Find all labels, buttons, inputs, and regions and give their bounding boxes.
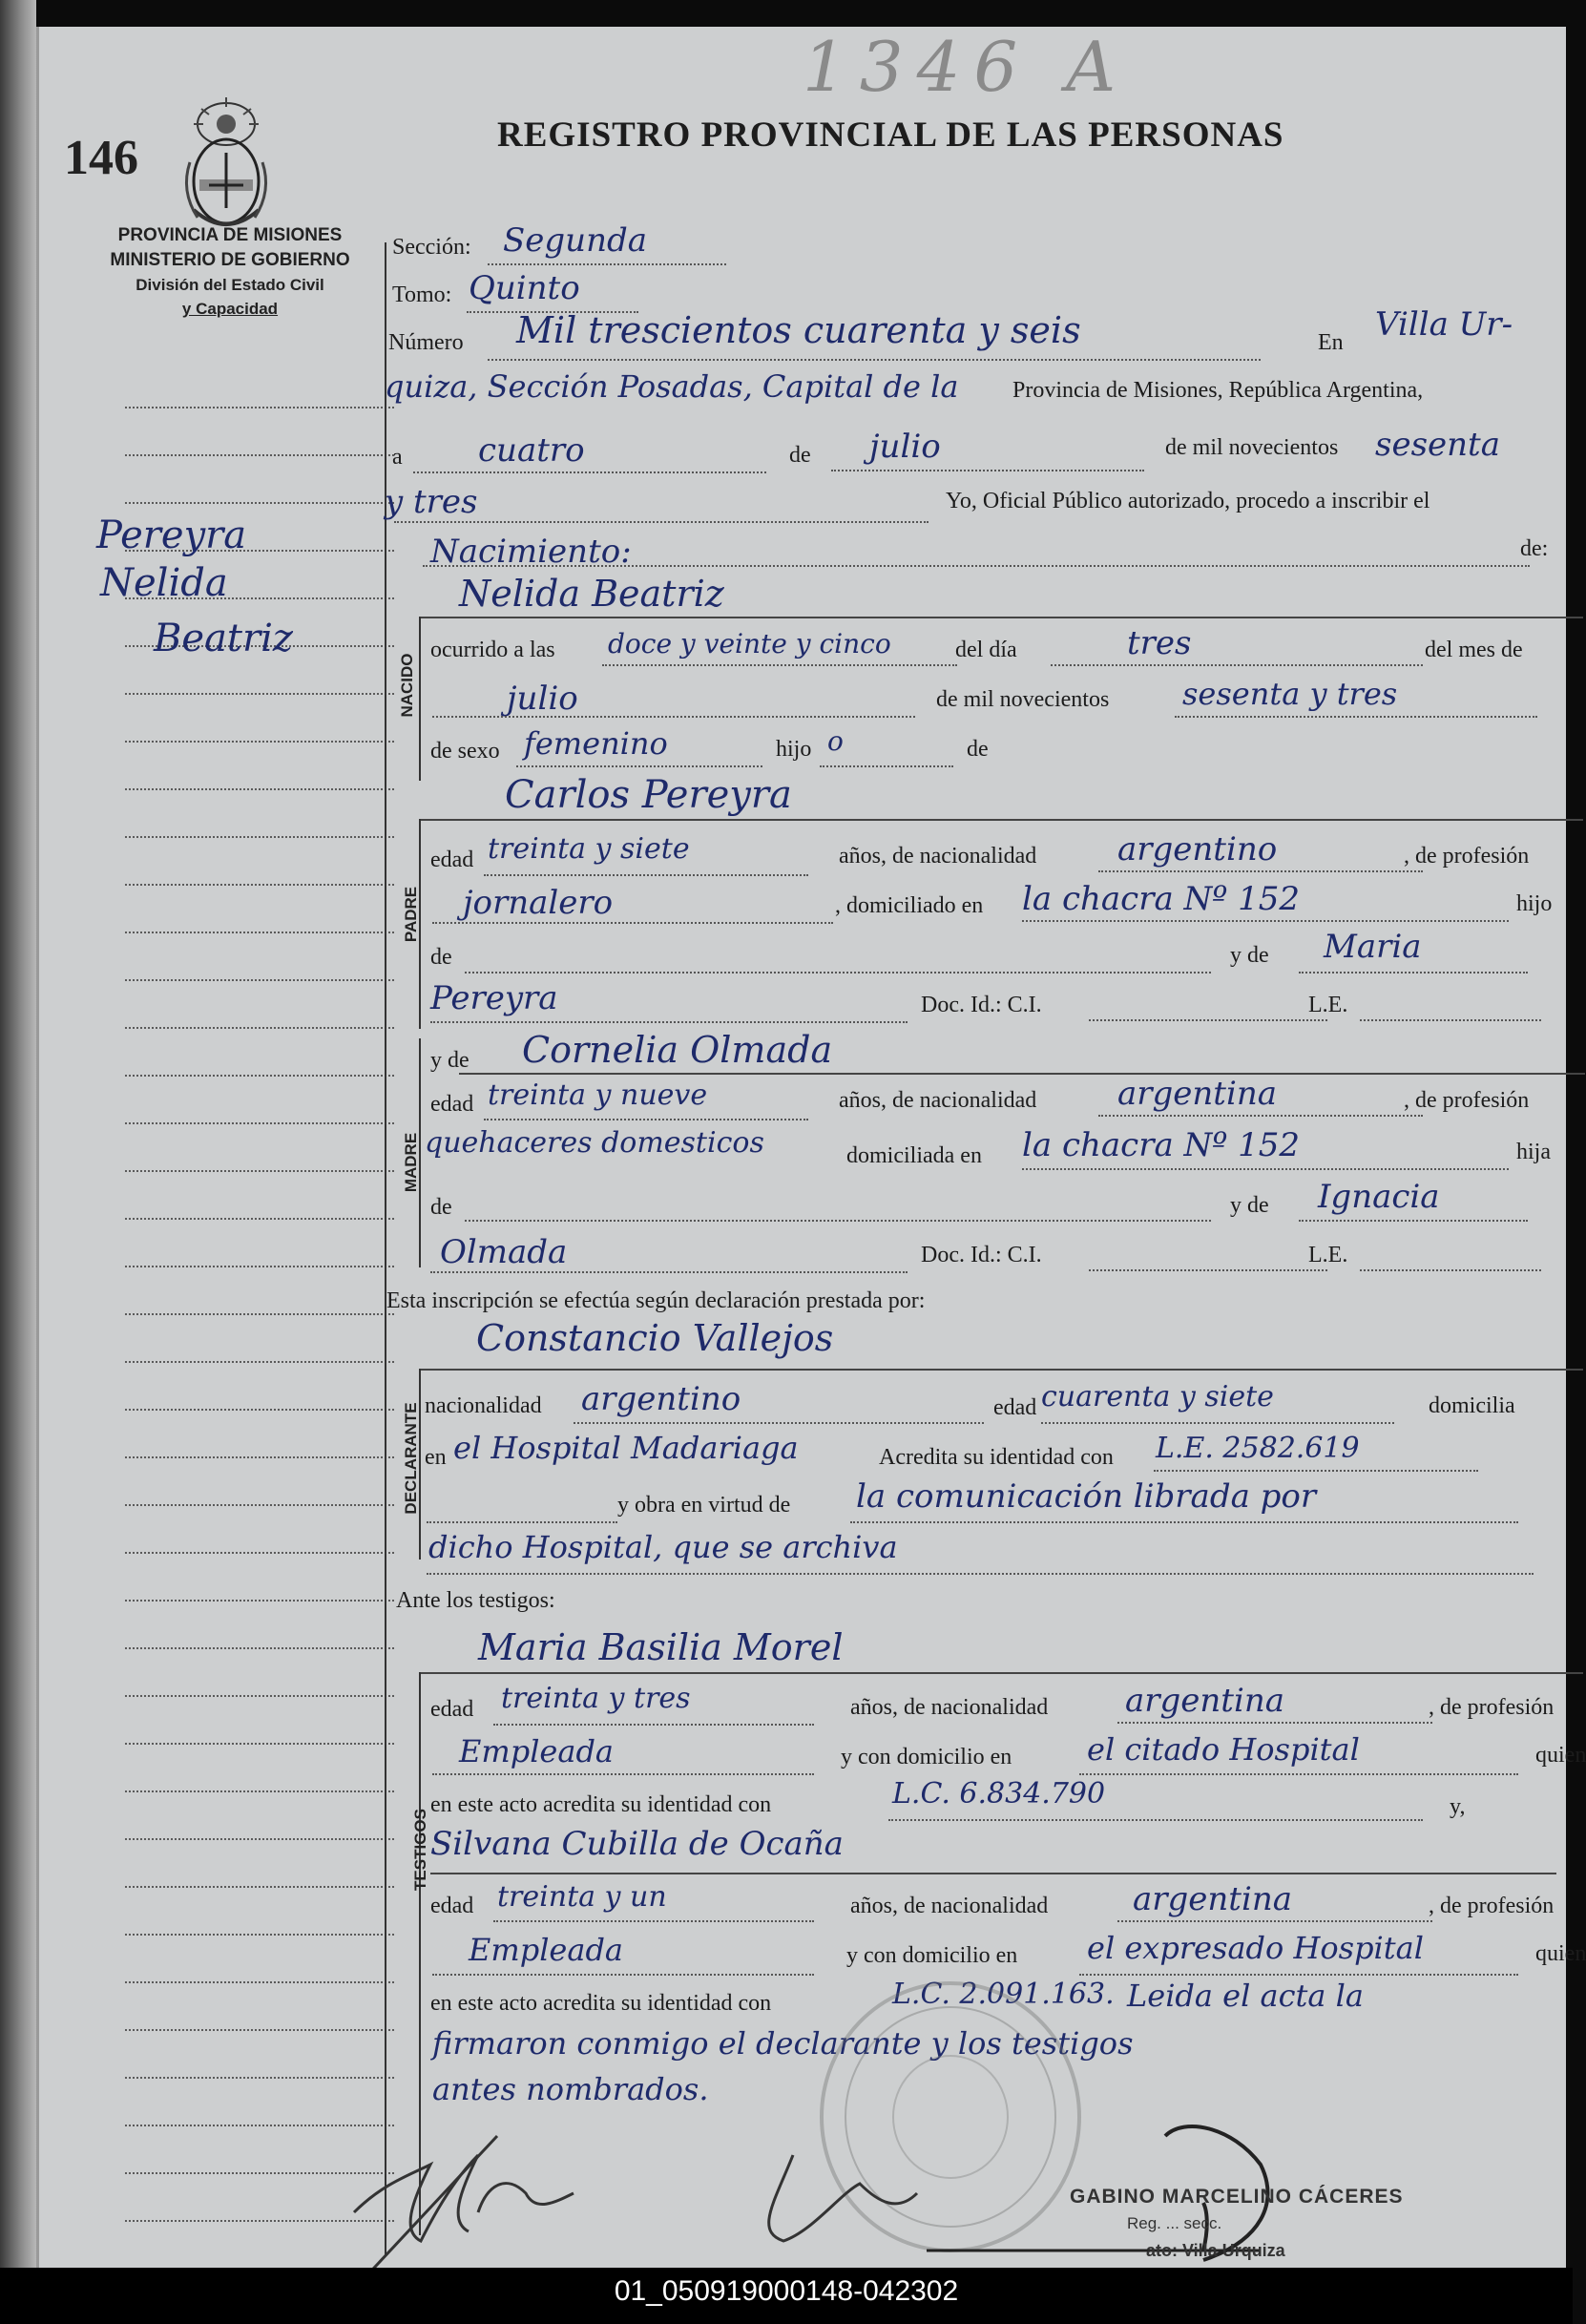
padre-dom-label: , domiciliado en — [835, 893, 984, 918]
madre-yde-label: y de — [430, 1048, 470, 1073]
page-edge-shadow — [0, 0, 36, 2272]
padre-nac-label: años, de nacionalidad — [839, 844, 1037, 869]
testigo1-dom-line — [1079, 1773, 1518, 1775]
day-value: cuatro — [478, 431, 585, 470]
testigo2-quien: quien — [1535, 1941, 1586, 1966]
signature-official-line3: ato: Villa Urquiza — [1146, 2241, 1285, 2260]
padre-mother-line — [1299, 972, 1528, 974]
testigo1-prof-label: , de profesión — [1429, 1695, 1555, 1720]
de-mil-label: de mil novecientos — [936, 687, 1110, 712]
declarante-acredita-label: Acredita su identidad con — [879, 1445, 1114, 1470]
madre-hija-label: hija — [1516, 1140, 1551, 1164]
en-label: En — [1318, 330, 1344, 355]
document-page — [36, 27, 1586, 2268]
declarante-section-label: DECLARANTE — [402, 1402, 420, 1515]
padre-top-rule — [419, 819, 1583, 821]
act-type-line — [423, 565, 1530, 567]
padre-mother-value: Maria — [1324, 928, 1422, 966]
signature-official-line2: Reg. ... secc. — [1127, 2214, 1222, 2232]
oficial-text: Yo, Oficial Público autorizado, procedo a inscribir el — [946, 489, 1430, 513]
document-title: REGISTRO PROVINCIAL DE LAS PERSONAS — [497, 115, 1284, 155]
padre-surname-value: Pereyra — [430, 979, 558, 1017]
madre-edad-label: edad — [430, 1092, 474, 1117]
declarante-obra-label: y obra en virtud de — [617, 1493, 791, 1518]
year-born-line — [1175, 716, 1537, 718]
month-line — [831, 470, 1144, 471]
testigo2-acredita-label: en este acto acredita su identidad con — [430, 1991, 772, 2016]
testigo1-prof-line — [432, 1773, 814, 1775]
declarante-obra-value: la comunicación librada por — [856, 1477, 1317, 1516]
madre-name: Cornelia Olmada — [522, 1029, 833, 1071]
sexo-value: femenino — [524, 725, 668, 762]
provincia-text: Provincia de Misiones, República Argentina, — [1012, 378, 1424, 403]
declarante-en-label: en — [425, 1445, 447, 1470]
month-born-line — [432, 716, 915, 718]
de-label: de — [789, 443, 811, 468]
testigos-section-label: TESTIGOS — [411, 1809, 429, 1891]
page-number: 146 — [64, 131, 138, 185]
madre-le-line — [1360, 1269, 1541, 1271]
act-type-value: Nacimiento: — [430, 533, 632, 571]
time-value: doce y veinte y cinco — [608, 628, 891, 660]
testigo1-id-line — [888, 1819, 1423, 1821]
padre-doc-line — [1089, 1019, 1327, 1021]
padre-prof-label: , de profesión — [1404, 844, 1530, 869]
madre-doc-line — [1089, 1269, 1327, 1271]
en-value: Villa Ur- — [1375, 305, 1513, 344]
testigo1-acredita-label: en este acto acredita su identidad con — [430, 1792, 772, 1817]
year-value-1: sesenta — [1375, 426, 1500, 464]
del-dia-label: del día — [955, 638, 1017, 662]
year-value-2: y tres — [385, 483, 478, 521]
declarante-domicilia-label: domicilia — [1429, 1393, 1515, 1418]
testigo1-y: y, — [1450, 1794, 1466, 1819]
month-value: julio — [869, 428, 941, 466]
handwritten-record-number: 1346 A — [803, 27, 1130, 107]
madre-nac-label: años, de nacionalidad — [839, 1088, 1037, 1113]
testigo2-dom-line — [1079, 1974, 1518, 1976]
day-born-line — [1051, 664, 1423, 666]
margin-firstname: Nelida — [100, 561, 228, 605]
padre-name: Carlos Pereyra — [505, 773, 792, 817]
madre-prof-label: , de profesión — [1404, 1088, 1530, 1113]
testigo2-edad-value: treinta y un — [497, 1880, 667, 1914]
seccion-line — [488, 263, 726, 265]
hijo-line — [820, 765, 953, 767]
closing-line-3: antes nombrados. — [432, 2071, 709, 2107]
closing-line-2: firmaron conmigo el declarante y los testigos — [432, 2025, 1134, 2062]
main-divider — [385, 242, 386, 2256]
numero-line — [488, 359, 1261, 361]
padre-nac-value: argentino — [1117, 830, 1278, 869]
testigo2-prof-label: , de profesión — [1429, 1894, 1555, 1918]
declarante-id-value: L.E. 2582.619 — [1156, 1432, 1360, 1465]
testigo2-edad-line — [493, 1920, 814, 1922]
padre-dom-line — [1022, 920, 1509, 922]
a-label: a — [392, 445, 403, 470]
year-text: de mil novecientos — [1165, 435, 1339, 460]
padre-nac-line — [1098, 870, 1423, 872]
testigo1-edad-value: treinta y tres — [501, 1682, 691, 1715]
testigo2-prof-value: Empleada — [469, 1932, 623, 1968]
testigo2-dom-label: y con domicilio en — [846, 1943, 1018, 1968]
year-born-value: sesenta y tres — [1182, 676, 1398, 712]
padre-le-label: L.E. — [1308, 993, 1348, 1017]
time-line — [602, 664, 957, 666]
issuer-capacity: y Capacidad — [181, 300, 279, 318]
madre-de-line — [465, 1220, 1211, 1222]
madre-top-rule — [459, 1073, 1585, 1075]
declarante-obra-line — [850, 1521, 1518, 1523]
declarante-top-rule — [419, 1369, 1583, 1371]
madre-yde2-label: y de — [1230, 1193, 1269, 1218]
testigo1-nac-line — [1117, 1722, 1432, 1724]
padre-edad-label: edad — [430, 848, 474, 872]
declarante-edad-line — [1041, 1422, 1394, 1424]
padre-de-label: de — [430, 945, 452, 970]
closing-line-1: Leida el acta la — [1127, 1978, 1364, 2014]
padre-prof-line — [432, 922, 833, 924]
madre-dom-value: la chacra Nº 152 — [1022, 1126, 1300, 1164]
place-value: quiza, Sección Posadas, Capital de la — [385, 368, 959, 405]
testigo1-edad-line — [493, 1724, 814, 1726]
testigos-top-rule — [419, 1672, 1583, 1674]
margin-middlename: Beatriz — [154, 617, 293, 660]
testigo1-quien: quien — [1535, 1743, 1586, 1768]
year2-line — [394, 521, 929, 523]
declarante-name: Constancio Vallejos — [476, 1317, 834, 1359]
madre-prof-value: quehaceres domesticos — [425, 1126, 764, 1160]
ocurrido-label: ocurrido a las — [430, 638, 555, 662]
padre-edad-line — [484, 874, 808, 876]
madre-surname-value: Olmada — [440, 1233, 568, 1271]
testigo1-nac-label: años, de nacionalidad — [850, 1695, 1049, 1720]
de-colon-label: de: — [1520, 536, 1549, 561]
testigo2-name: Silvana Cubilla de Ocaña — [430, 1825, 844, 1863]
tomo-label: Tomo: — [392, 283, 452, 307]
testigo1-id-value: L.C. 6.834.790 — [892, 1777, 1106, 1811]
scan-filename: 01_050919000148-042302 — [614, 2275, 959, 2307]
madre-doc-label: Doc. Id.: C.I. — [921, 1243, 1042, 1267]
month-born-value: julio — [507, 680, 578, 718]
declarante-edad-value: cuarenta y siete — [1041, 1380, 1274, 1413]
padre-hijo-label: hijo — [1516, 891, 1553, 916]
declarante-edad-label: edad — [993, 1395, 1037, 1420]
testigo2-rule — [430, 1873, 1556, 1874]
nacido-top-rule — [419, 617, 1583, 618]
declarante-obra-pre-line — [427, 1521, 617, 1523]
testigo1-prof-value: Empleada — [459, 1733, 614, 1769]
declarante-dom-value: el Hospital Madariaga — [453, 1430, 799, 1466]
numero-value: Mil trescientos cuarenta y seis — [516, 309, 1081, 351]
signature-official-name: GABINO MARCELINO CÁCERES — [1070, 2186, 1404, 2208]
testigo2-prof-line — [432, 1974, 814, 1976]
padre-le-line — [1360, 1019, 1541, 1021]
issuer-division: División del Estado Civil — [136, 276, 324, 294]
testigo2-nac-line — [1117, 1920, 1432, 1922]
padre-prof-value: jornalero — [463, 884, 614, 922]
day-line — [413, 471, 766, 473]
declarante-intro: Esta inscripción se efectúa según declaración prestada por: — [386, 1288, 926, 1313]
testigo2-dom-value: el expresado Hospital — [1087, 1930, 1424, 1966]
testigo1-dom-value: el citado Hospital — [1087, 1731, 1360, 1768]
declarante-obra-value-2: dicho Hospital, que se archiva — [428, 1529, 898, 1565]
margin-surname: Pereyra — [96, 513, 247, 557]
seccion-value: Segunda — [503, 221, 648, 260]
sexo-line — [516, 765, 762, 767]
testigos-intro: Ante los testigos: — [396, 1588, 555, 1613]
padre-doc-label: Doc. Id.: C.I. — [921, 993, 1042, 1017]
madre-mother-value: Ignacia — [1318, 1178, 1440, 1216]
testigo2-edad-label: edad — [430, 1894, 474, 1918]
hijo-value: o — [827, 725, 844, 757]
madre-le-label: L.E. — [1308, 1243, 1348, 1267]
madre-mother-line — [1299, 1220, 1528, 1222]
seccion-label: Sección: — [392, 235, 471, 260]
madre-de-label: de — [430, 1195, 452, 1220]
testigo2-nac-label: años, de nacionalidad — [850, 1894, 1049, 1918]
nacido-section-label: NACIDO — [398, 653, 416, 718]
padre-section-label: PADRE — [402, 886, 420, 943]
testigo1-nac-value: argentina — [1125, 1682, 1285, 1720]
issuer-block — [58, 223, 402, 321]
padre-edad-value: treinta y siete — [488, 832, 690, 866]
padre-de-line — [465, 972, 1211, 974]
nacido-de-label: de — [967, 737, 989, 762]
declarante-id-line — [1154, 1470, 1478, 1472]
madre-dom-line — [1022, 1168, 1509, 1170]
testigo1-name: Maria Basilia Morel — [478, 1626, 844, 1668]
padre-surname-line — [430, 1021, 908, 1023]
issuer-province: PROVINCIA DE MISIONES — [117, 225, 343, 245]
madre-nac-line — [1098, 1115, 1423, 1117]
testigo2-nac-value: argentina — [1133, 1880, 1293, 1918]
madre-nac-value: argentina — [1117, 1075, 1278, 1113]
nacido-name: Nelida Beatriz — [459, 573, 724, 615]
declarante-nac-line — [574, 1422, 984, 1424]
day-born-value: tres — [1127, 624, 1192, 662]
sexo-label: de sexo — [430, 739, 500, 764]
coat-of-arms-icon — [180, 95, 272, 239]
numero-label: Número — [388, 330, 464, 355]
padre-dom-value: la chacra Nº 152 — [1022, 880, 1300, 918]
padre-yde-label: y de — [1230, 943, 1269, 968]
del-mes-label: del mes de — [1425, 638, 1523, 662]
madre-edad-value: treinta y nueve — [488, 1078, 708, 1112]
madre-surname-line — [430, 1271, 908, 1273]
issuer-ministry: MINISTERIO DE GOBIERNO — [110, 250, 350, 270]
declarante-nac-label: nacionalidad — [425, 1393, 542, 1418]
tomo-value: Quinto — [469, 269, 580, 307]
hijo-label: hijo — [776, 737, 812, 762]
testigo2-id-value: L.C. 2.091.163. — [892, 1978, 1115, 2011]
nacido-bar — [419, 617, 421, 781]
declarante-nac-value: argentino — [581, 1380, 741, 1418]
madre-section-label: MADRE — [402, 1132, 420, 1193]
madre-edad-line — [484, 1119, 808, 1120]
declarante-obra2-line — [427, 1573, 1534, 1575]
testigo1-edad-label: edad — [430, 1697, 474, 1722]
madre-dom-label: domiciliada en — [846, 1143, 982, 1168]
testigo1-dom-label: y con domicilio en — [841, 1745, 1012, 1769]
